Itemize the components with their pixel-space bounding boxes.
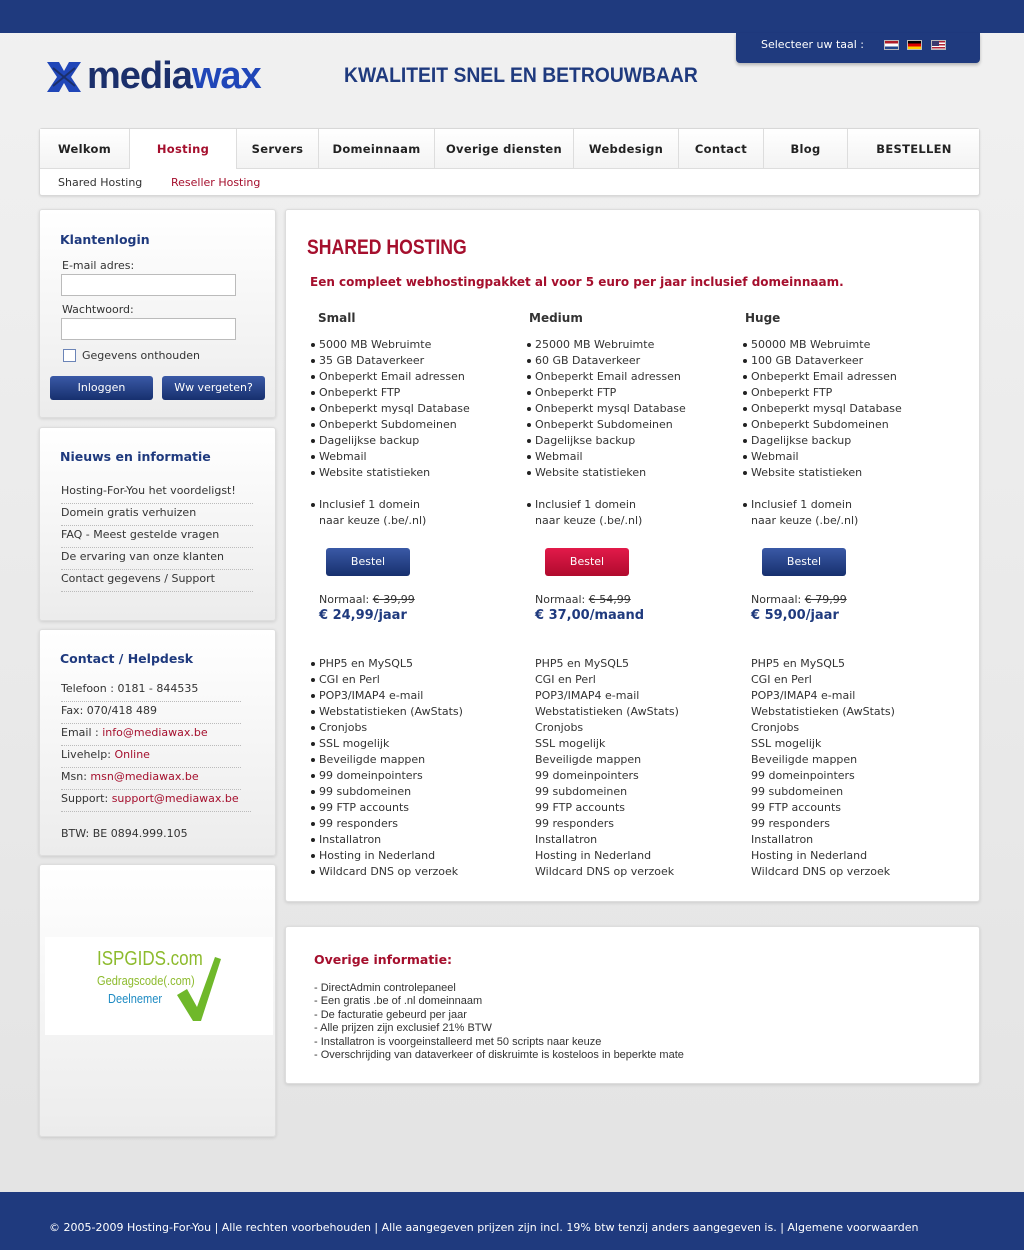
info-line: - Een gratis .be of .nl domeinnaam [314,995,483,1008]
extra-item: Wildcard DNS op verzoek [535,865,675,878]
contact-livehelp-link[interactable]: Online [114,748,150,761]
extra-item: SSL mogelijk [751,737,822,750]
language-label: Selecteer uw taal : [761,38,865,51]
feature-item: naar keuze (.be/.nl) [751,514,859,527]
bestel-small-button[interactable]: Bestel [326,548,410,576]
normal-price [319,593,415,606]
info-title: Overige informatie: [314,952,453,967]
contact-phone-text: Telefoon : 0181 - 844535 [61,682,199,695]
logo-text-wax: wax [191,55,261,97]
extra-item: 99 domeinpointers [535,769,639,782]
contact-livehelp-label: Livehelp: [61,748,115,761]
feature-item: naar keuze (.be/.nl) [535,514,643,527]
contact-support [61,790,251,812]
extra-item: 99 domeinpointers [310,768,520,784]
language-selector [736,33,980,63]
extra-item: Webstatistieken (AwStats) [535,705,679,718]
feature-item: 50000 MB Webruimte [742,337,952,353]
plan-extras [310,656,520,880]
nav-item-bestellen[interactable]: BESTELLEN [876,142,952,156]
extra-item: 99 subdomeinen [751,785,844,798]
nav-item-contact[interactable]: Contact [679,129,764,169]
tagline: KWALITEIT SNEL EN BETROUWBAAR [344,64,698,87]
badge-line2: Gedragscode(.com) [97,973,195,988]
main-navigation [39,128,980,196]
extra-item: Beveiligde mappen [535,753,642,766]
badge-line1: ISPGIDS.com [97,948,203,970]
extra-item: Installatron [535,833,598,846]
feature-gap [526,481,736,497]
contact-msn-label: Msn: [61,770,91,783]
extra-item: Hosting in Nederland [310,848,520,864]
feature-item: Onbeperkt Email adressen [742,369,952,385]
feature-item: Webmail [526,449,736,465]
feature-item: Website statistieken [742,465,952,481]
contact-msn [61,768,241,790]
flag-de-icon[interactable] [907,40,922,50]
news-link[interactable]: FAQ - Meest gestelde vragen [61,526,253,548]
feature-item: 60 GB Dataverkeer [526,353,736,369]
hosting-panel [285,209,980,902]
page-title: SHARED HOSTING [307,236,467,259]
checkmark-icon [175,955,223,1023]
contact-fax [61,702,241,724]
nav-item-blog[interactable]: Blog [764,129,848,169]
contact-support-link[interactable]: support@mediawax.be [111,792,239,805]
plan-name: Huge [745,311,781,325]
remember-label: Gegevens onthouden [82,349,200,362]
extra-item: Webstatistieken (AwStats) [751,705,895,718]
extra-item: POP3/IMAP4 e-mail [535,689,640,702]
extra-item: PHP5 en MySQL5 [535,657,630,670]
top-bar [0,0,1024,33]
extra-item: Beveiligde mappen [310,752,520,768]
feature-item: 100 GB Dataverkeer [742,353,952,369]
flag-us-icon[interactable] [931,40,946,50]
feature-item: Onbeperkt Subdomeinen [742,417,952,433]
feature-item: Dagelijkse backup [310,433,520,449]
info-line: - Alle prijzen zijn exclusief 21% BTW [314,1022,492,1035]
extra-item: Beveiligde mappen [751,753,858,766]
extra-item: POP3/IMAP4 e-mail [310,688,520,704]
extra-item: 99 FTP accounts [535,801,626,814]
news-link[interactable]: Contact gegevens / Support [61,570,253,592]
extra-item: CGI en Perl [310,672,520,688]
badge-line3: Deelnemer [108,991,163,1006]
extra-item: Webstatistieken (AwStats) [310,704,520,720]
feature-item: Onbeperkt mysql Database [526,401,736,417]
feature-item: Onbeperkt mysql Database [742,401,952,417]
extra-item: Cronjobs [751,721,800,734]
extra-item: 99 responders [751,817,830,830]
contact-email-label: Email : [61,726,103,739]
feature-item: Dagelijkse backup [526,433,736,449]
feature-item: Inclusief 1 domein [526,497,736,513]
extra-item: Hosting in Nederland [751,849,868,862]
plan-extras [526,656,736,880]
plan-price: € 24,99/jaar [319,608,407,623]
extra-item: PHP5 en MySQL5 [751,657,846,670]
nav-item-domeinnaam[interactable]: Domeinnaam [319,129,435,169]
extra-item: 99 subdomeinen [535,785,628,798]
email-label: E-mail adres: [62,259,135,272]
feature-item: Onbeperkt FTP [310,385,520,401]
badge-box [39,864,276,1137]
feature-item: 35 GB Dataverkeer [310,353,520,369]
plan-name: Small [318,311,356,325]
feature-item: Webmail [742,449,952,465]
plan-price: € 37,00/maand [535,608,645,623]
extra-item: Installatron [310,832,520,848]
bestel-medium-button[interactable]: Bestel [545,548,629,576]
contact-livehelp [61,746,241,768]
forgot-password-button[interactable]: Ww vergeten? [162,376,265,400]
password-input[interactable] [61,318,236,340]
extra-item: 99 responders [310,816,520,832]
extra-item: Installatron [751,833,814,846]
nav-main-bar [40,129,979,169]
extra-item: 99 FTP accounts [751,801,842,814]
contact-box [39,629,276,856]
bestel-huge-button[interactable]: Bestel [762,548,846,576]
feature-item: Onbeperkt mysql Database [310,401,520,417]
feature-item: 5000 MB Webruimte [310,337,520,353]
footer-text: © 2005-2009 Hosting-For-You | Alle rechten voorbehouden | Alle aangegeven prijzen zijn incl. 19% btw tenzij anders aangegeven is. | Algemene voorwaarden [49,1221,919,1234]
info-panel [285,926,980,1084]
feature-item: Webmail [310,449,520,465]
plan-name: Medium [529,311,583,325]
login-button[interactable]: Inloggen [50,376,153,400]
feature-item: Onbeperkt Subdomeinen [526,417,736,433]
extra-item: 99 FTP accounts [310,800,520,816]
plan-extras [742,656,952,880]
intro-text: Een compleet webhostingpakket al voor 5 euro per jaar inclusief domeinnaam. [310,275,844,289]
feature-item: Website statistieken [526,465,736,481]
logo-mark-icon [45,58,83,96]
extra-item: SSL mogelijk [535,737,606,750]
contact-email [61,724,241,746]
extra-item: CGI en Perl [751,673,812,686]
extra-item: Hosting in Nederland [535,849,652,862]
contact-title: Contact / Helpdesk [60,651,194,666]
info-line: - Installatron is voorgeinstalleerd met 50 scripts naar keuze [314,1035,602,1048]
password-label: Wachtwoord: [62,303,134,316]
extra-item: Wildcard DNS op verzoek [310,864,520,880]
news-box [39,427,276,621]
flag-nl-icon[interactable] [884,40,899,50]
plan-features [742,337,952,529]
feature-item: Onbeperkt FTP [526,385,736,401]
logo-text-media: media [87,55,192,97]
contact-fax-text: Fax: 070/418 489 [61,704,157,717]
normal-price [751,593,847,606]
extra-item: SSL mogelijk [310,736,520,752]
news-link[interactable]: De ervaring van onze klanten [61,548,253,570]
plan-features [526,337,736,529]
extra-item: Cronjobs [535,721,584,734]
feature-item: Inclusief 1 domein [310,497,520,513]
contact-support-label: Support: [61,792,112,805]
info-list [314,982,684,1062]
nav-item-servers[interactable]: Servers [237,129,319,169]
subnav-shared-hosting[interactable]: Shared Hosting [58,176,143,189]
extra-item: Cronjobs [310,720,520,736]
footer [0,1192,1024,1250]
feature-item: Onbeperkt FTP [742,385,952,401]
normal-label: Normaal: [319,593,373,606]
extra-item: POP3/IMAP4 e-mail [751,689,856,702]
news-title: Nieuws en informatie [60,449,211,464]
contact-msn-link[interactable]: msn@mediawax.be [90,770,199,783]
info-line: - Overschrijding van dataverkeer of diskruimte is kosteloos in beperkte mate [314,1048,684,1061]
normal-label: Normaal: [751,593,805,606]
nav-item-webdesign[interactable]: Webdesign [574,129,679,169]
feature-gap [310,481,520,497]
contact-phone [61,680,241,702]
login-title: Klantenlogin [60,232,150,247]
feature-item: Onbeperkt Subdomeinen [310,417,520,433]
subnav-reseller-hosting[interactable]: Reseller Hosting [171,176,261,189]
btw-number: BTW: BE 0894.999.105 [61,827,188,840]
feature-item: Onbeperkt Email adressen [526,369,736,385]
feature-item: Website statistieken [310,465,520,481]
normal-price-value: € 39,99 [372,593,415,606]
ispgids-badge[interactable] [45,937,273,1035]
feature-gap [742,481,952,497]
normal-price-value: € 54,99 [588,593,631,606]
plan-features [310,337,520,529]
nav-item-hosting[interactable]: Hosting [130,129,237,169]
feature-item: naar keuze (.be/.nl) [319,514,427,527]
plan-price: € 59,00/jaar [751,608,839,623]
news-link[interactable]: Domein gratis verhuizen [61,504,253,526]
nav-item-welkom[interactable]: Welkom [40,129,130,169]
email-input[interactable] [61,274,236,296]
feature-item: Dagelijkse backup [742,433,952,449]
login-box [39,209,276,418]
feature-item: Inclusief 1 domein [742,497,952,513]
extra-item: CGI en Perl [535,673,596,686]
normal-label: Normaal: [535,593,589,606]
extra-item: 99 domeinpointers [751,769,855,782]
info-line: - DirectAdmin controlepaneel [314,982,456,994]
nav-item-overige-diensten[interactable]: Overige diensten [435,129,574,169]
remember-checkbox[interactable] [63,349,76,362]
extra-item: 99 subdomeinen [310,784,520,800]
normal-price [535,593,631,606]
feature-item: 25000 MB Webruimte [526,337,736,353]
contact-email-link[interactable]: info@mediawax.be [102,726,208,739]
extra-item: Wildcard DNS op verzoek [751,865,891,878]
info-line: - De facturatie gebeurd per jaar [314,1008,467,1021]
normal-price-value: € 79,99 [804,593,847,606]
extra-item: PHP5 en MySQL5 [310,656,520,672]
feature-item: Onbeperkt Email adressen [310,369,520,385]
extra-item: 99 responders [535,817,614,830]
news-link[interactable]: Hosting-For-You het voordeligst! [61,482,253,504]
